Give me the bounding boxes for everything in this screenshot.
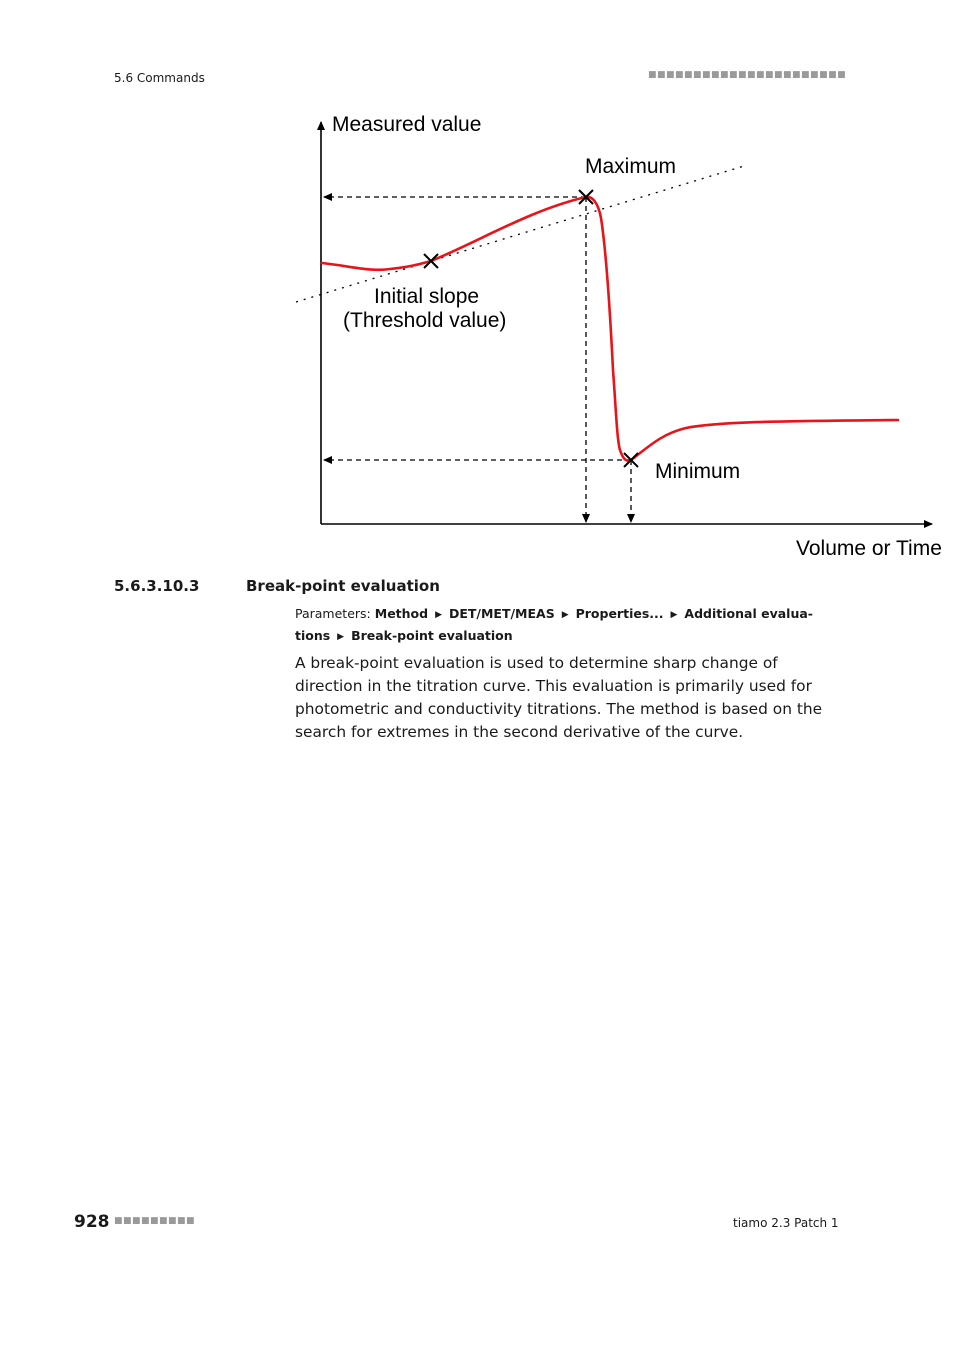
parameters-label: Parameters: <box>295 606 371 621</box>
path-method: Method <box>374 606 429 621</box>
path-separator-icon: ▶ <box>435 610 442 620</box>
section-title: Break-point evaluation <box>246 577 440 595</box>
maximum-label: Maximum <box>585 155 677 178</box>
running-header-section: 5.6 Commands <box>114 71 205 85</box>
path-additional-evaluations-cont: tions <box>295 628 331 643</box>
path-separator-icon: ▶ <box>561 610 569 620</box>
path-properties: Properties... <box>575 606 664 621</box>
path-separator-icon: ▶ <box>337 632 345 642</box>
path-separator-icon: ▶ <box>670 610 678 620</box>
page-number: 928 <box>74 1212 110 1232</box>
path-break-point-evaluation: Break-point evaluation <box>351 628 513 643</box>
footer-decoration: ■■■■■■■■■ <box>114 1216 196 1226</box>
minimum-label: Minimum <box>655 460 741 483</box>
section-number: 5.6.3.10.3 <box>114 577 200 595</box>
path-det-met-meas: DET/MET/MEAS <box>448 606 555 621</box>
y-axis-label: Measured value <box>332 113 482 136</box>
slope-label-line2: (Threshold value) <box>343 309 507 332</box>
footer-product: tiamo 2.3 Patch 1 <box>733 1216 839 1230</box>
running-header-decoration: ■■■■■■■■■■■■■■■■■■■■■■ <box>648 70 847 80</box>
break-point-diagram <box>280 110 954 562</box>
slope-dotted-line <box>296 166 744 302</box>
parameters-path <box>295 604 835 648</box>
x-axis-label: Volume or Time <box>796 537 942 560</box>
description-paragraph: A break-point evaluation is used to determine sharp change of direction in the titration curve. This evaluation is primarily used for photometric and conductivity titrations. The method is based on the search for extremes in the second derivative of the curve. <box>295 654 823 741</box>
slope-label-line1: Initial slope <box>374 285 480 308</box>
path-additional-evaluations: Additional evalua- <box>684 606 813 621</box>
